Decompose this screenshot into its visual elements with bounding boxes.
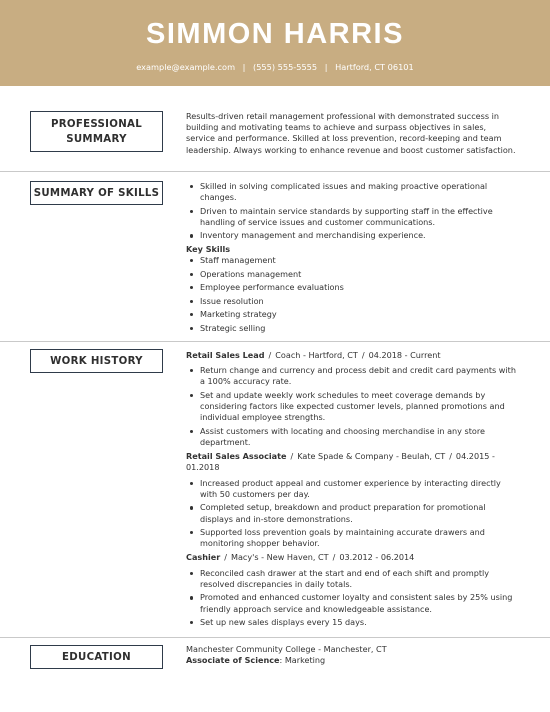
contact-line [0, 62, 550, 72]
section-heading-work [30, 349, 163, 373]
candidate-name: SIMMON HARRIS [146, 18, 404, 50]
job-dates: 03.2012 - 06.2014 [339, 552, 415, 563]
education-school: Manchester Community College - Manchester, CT [186, 644, 387, 654]
work-heading: WORK HISTORY [50, 355, 143, 367]
summary-text: Results-driven retail management professional with demonstrated success in building and motivating teams to achieve and surpass objectives in sales, service and performance. Skilled at loss prevention, record-keeping and team leadership. Always working to enhance revenue and boost customer satisfaction. [186, 111, 516, 155]
list-item: Supported loss prevention goals by maintaining accurate drawers and monitoring shopper behavior. [186, 527, 516, 549]
section-divider [0, 341, 550, 342]
list-item: Marketing strategy [186, 309, 516, 320]
summary-content [186, 111, 516, 156]
key-skills-label: Key Skills [186, 243, 231, 254]
education-degree-line [186, 655, 516, 666]
job-employer: Kate Spade & Company - Beulah, CT [297, 451, 446, 462]
section-heading-skills [30, 181, 163, 205]
list-item: Reconciled cash drawer at the start and end of each shift and promptly resolved discrepancies in daily totals. [186, 568, 516, 590]
resume-header [0, 0, 550, 86]
skills-content [186, 181, 516, 336]
list-item: Increased product appeal and customer experience by interacting directly with 50 customers per day. [186, 478, 516, 500]
section-divider [0, 171, 550, 172]
list-item: Issue resolution [186, 296, 516, 307]
summary-heading-line1: PROFESSIONAL [50, 118, 143, 130]
contact-phone: (555) 555-5555 [253, 62, 318, 72]
job-header: Retail Sales Lead / Coach - Hartford, CT / 04.2018 - Current [186, 350, 441, 360]
section-heading-summary [30, 111, 163, 152]
list-item: Employee performance evaluations [186, 282, 516, 293]
job-dates: 04.2015 - 01.2018 [186, 451, 495, 473]
contact-email: example@example.com [136, 62, 236, 72]
section-heading-education [30, 645, 163, 669]
list-item: Set up new sales displays every 15 days. [186, 617, 516, 628]
list-item: Driven to maintain service standards by supporting staff in the effective handling of service issues and customer communications. [186, 206, 516, 228]
list-item: Operations management [186, 269, 516, 280]
list-item: Strategic selling [186, 323, 516, 334]
key-skills-list [186, 255, 516, 334]
education-degree: Associate of Science [186, 655, 280, 666]
contact-separator: | [242, 62, 246, 72]
job-title: Retail Sales Lead [186, 350, 265, 360]
list-item: Assist customers with locating and choosing merchandise in any store department. [186, 426, 516, 448]
job-bullets [186, 568, 516, 629]
contact-location: Hartford, CT 06101 [335, 62, 414, 72]
work-content [186, 347, 516, 631]
list-item: Return change and currency and process debit and credit card payments with a 100% accuracy rate. [186, 365, 516, 387]
section-divider [0, 637, 550, 638]
job-title: Cashier [186, 552, 221, 563]
education-field: : Marketing [279, 655, 326, 666]
skills-summary-list [186, 181, 516, 242]
education-heading: EDUCATION [62, 651, 131, 663]
contact-separator: | [324, 62, 328, 72]
job-bullets [186, 478, 516, 550]
job-employer: Macy's - New Haven, CT [230, 552, 329, 563]
skills-heading: SUMMARY OF SKILLS [33, 187, 160, 199]
list-item: Set and update weekly work schedules to meet coverage demands by considering factors like expected customer levels, planned promotions and individual employee strengths. [186, 390, 516, 424]
job-employer: Coach - Hartford, CT [275, 350, 358, 360]
list-item: Skilled in solving complicated issues and making proactive operational changes. [186, 181, 516, 203]
job-dates: 04.2018 - Current [368, 350, 441, 360]
list-item: Staff management [186, 255, 516, 266]
list-item: Completed setup, breakdown and product preparation for promotional displays and in-store demonstrations. [186, 502, 516, 524]
job-title: Retail Sales Associate [186, 451, 287, 462]
job-header: Retail Sales Associate / Kate Spade & Company - Beulah, CT / 04.2015 - 01.2018 [186, 451, 495, 473]
summary-heading-line2: SUMMARY [66, 133, 127, 145]
job-bullets [186, 365, 516, 448]
list-item: Promoted and enhanced customer loyalty and consistent sales by 25% using friendly approach service and knowledgeable assistance. [186, 592, 516, 614]
education-content [186, 644, 516, 666]
list-item: Inventory management and merchandising experience. [186, 230, 516, 241]
job-header: Cashier / Macy's - New Haven, CT / 03.2012 - 06.2014 [186, 552, 415, 563]
